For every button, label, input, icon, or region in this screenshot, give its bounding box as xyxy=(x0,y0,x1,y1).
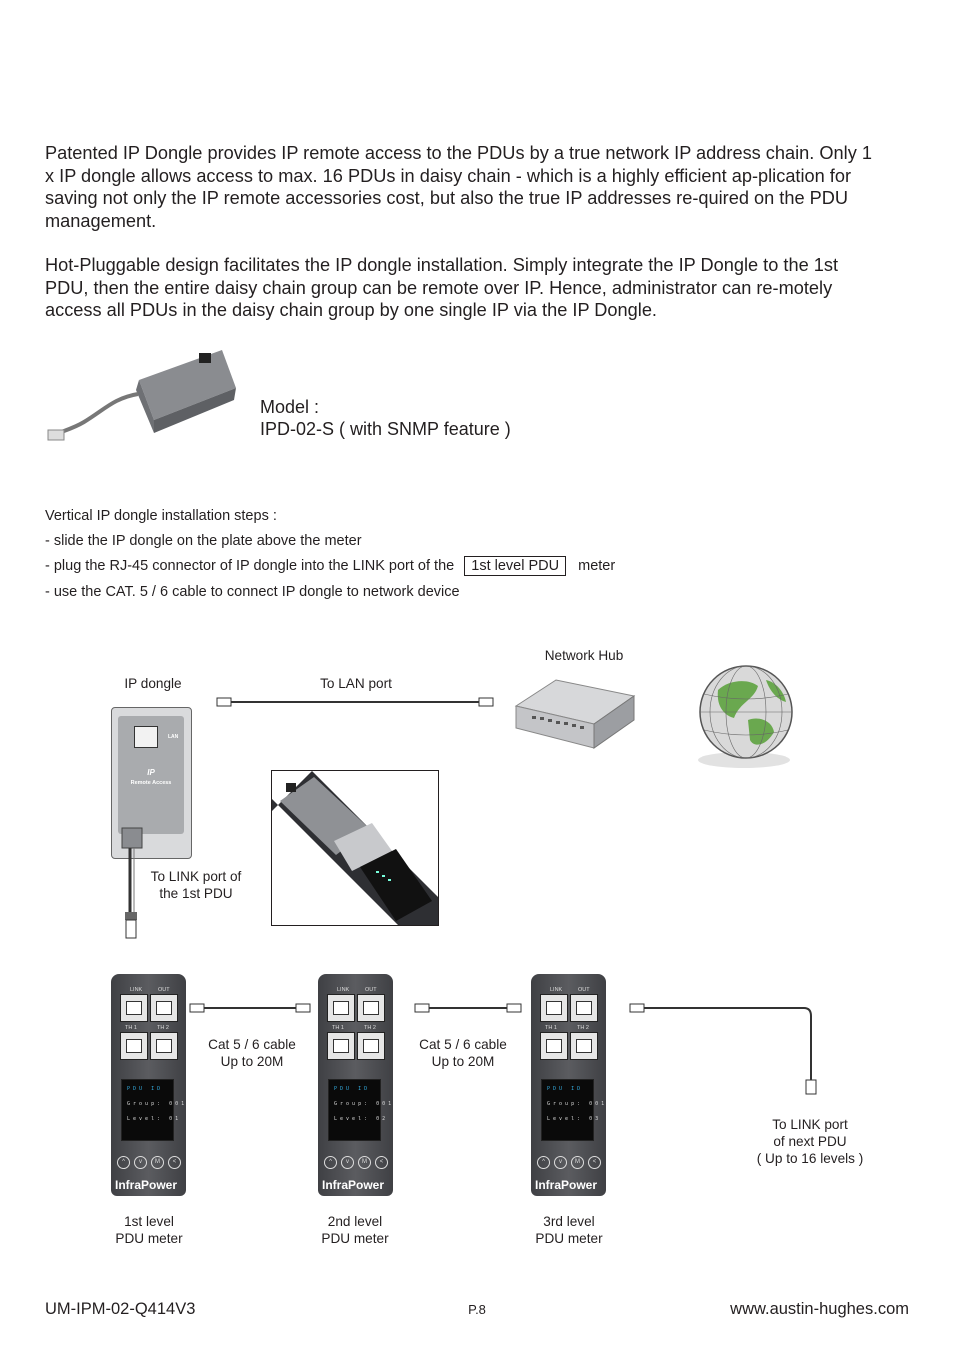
pdu-meter-2: LINK OUT TH 1 TH 2 P D U I D G r o u p : 0 0 1 L e v e l : 0 2 ^ v M < InfraPower xyxy=(318,974,393,1196)
globe-icon xyxy=(688,660,800,772)
intro-paragraph-1: Patented IP Dongle provides IP remote access to the PDUs by a true network IP address chain. Only 1 x IP dongle allows access to max. 16 PDUs in daisy chain - which is a highly efficient ap-plication for saving not only the IP remote accessories cost, but also the true IP addresses re-quired on the PDU management. xyxy=(45,143,872,231)
down-button: v xyxy=(341,1156,354,1169)
dongle-remote-text: Remote Access xyxy=(130,780,172,786)
dongle-ip-text: IP xyxy=(147,768,155,777)
link-port xyxy=(540,994,568,1022)
back-button: < xyxy=(588,1156,601,1169)
pdu-screen: P D U I D G r o u p : 0 0 1 L e v e l : 0 3 xyxy=(541,1079,594,1141)
daisy-cable-1 xyxy=(188,1000,313,1020)
brand-logo: InfraPower xyxy=(115,1178,178,1192)
back-button: < xyxy=(168,1156,181,1169)
cable-2-label: Cat 5 / 6 cable Up to 20M xyxy=(419,1037,507,1069)
link-port xyxy=(120,994,148,1022)
menu-button: M xyxy=(151,1156,164,1169)
daisy-cable-2 xyxy=(413,1000,523,1020)
step-2: - plug the RJ-45 connector of IP dongle into the LINK port of the 1st level PDU meter xyxy=(45,558,616,574)
doc-code: UM-IPM-02-Q414V3 xyxy=(45,1300,196,1318)
pdu-meter-1: LINK OUT TH 1 TH 2 P D U I D G r o u p : 0 0 1 L e v e l : 0 1 ^ v M < InfraPower xyxy=(111,974,186,1196)
th2-port xyxy=(570,1032,598,1060)
out-port xyxy=(570,994,598,1022)
to-link-next-label: To LINK port of next PDU ( Up to 16 levels ) xyxy=(756,1117,864,1166)
next-pdu-cable xyxy=(628,1000,828,1100)
installed-dongle-photo xyxy=(271,770,439,926)
pdu-screen: P D U I D G r o u p : 0 0 1 L e v e l : 0 2 xyxy=(328,1079,381,1141)
website-link[interactable]: www.austin-hughes.com xyxy=(730,1300,909,1318)
lan-cable xyxy=(215,694,495,714)
model-label: Model : xyxy=(260,397,320,417)
to-lan-port-label: To LAN port xyxy=(320,676,392,691)
page-number: P.8 xyxy=(468,1302,486,1317)
step-3: - use the CAT. 5 / 6 cable to connect IP dongle to network device xyxy=(45,584,460,600)
step-2-highlight: 1st level PDU xyxy=(464,556,566,576)
menu-button: M xyxy=(358,1156,371,1169)
pdu-screen: P D U I D G r o u p : 0 0 1 L e v e l : 0 1 xyxy=(121,1079,174,1141)
to-link-1st-label: To LINK port of the 1st PDU xyxy=(150,869,242,901)
out-port xyxy=(150,994,178,1022)
up-button: ^ xyxy=(117,1156,130,1169)
th2-port xyxy=(150,1032,178,1060)
intro-paragraph-2: Hot-Pluggable design facilitates the IP dongle installation. Simply integrate the IP Dongle to the 1st PDU, then the entire daisy chain group can be remote over IP. Hence, administrator can re-motely access all PDUs in the daisy chain group by one single IP via the IP Dongle. xyxy=(45,255,838,320)
ip-dongle-label: IP dongle xyxy=(124,676,182,691)
down-button: v xyxy=(554,1156,567,1169)
model-value: IPD-02-S ( with SNMP feature ) xyxy=(260,419,511,439)
pdu-3-caption: 3rd level PDU meter xyxy=(535,1214,603,1246)
up-button: ^ xyxy=(324,1156,337,1169)
pdu-2-caption: 2nd level PDU meter xyxy=(321,1214,389,1246)
cable-1-label: Cat 5 / 6 cable Up to 20M xyxy=(208,1037,296,1069)
back-button: < xyxy=(375,1156,388,1169)
brand-logo: InfraPower xyxy=(322,1178,385,1192)
th2-port xyxy=(357,1032,385,1060)
dongle-lan-label: LAN xyxy=(168,734,179,740)
th1-port xyxy=(327,1032,355,1060)
steps-title: Vertical IP dongle installation steps : xyxy=(45,508,277,524)
brand-logo: InfraPower xyxy=(535,1178,598,1192)
menu-button: M xyxy=(571,1156,584,1169)
network-hub-label: Network Hub xyxy=(544,648,624,663)
pdu-meter-3: LINK OUT TH 1 TH 2 P D U I D G r o u p : 0 0 1 L e v e l : 0 3 ^ v M < InfraPower xyxy=(531,974,606,1196)
step-1: - slide the IP dongle on the plate above the meter xyxy=(45,533,362,549)
network-hub-icon xyxy=(512,676,636,756)
th1-port xyxy=(120,1032,148,1060)
pdu-1-caption: 1st level PDU meter xyxy=(115,1214,183,1246)
out-port xyxy=(357,994,385,1022)
up-button: ^ xyxy=(537,1156,550,1169)
lan-port-icon xyxy=(134,726,158,748)
th1-port xyxy=(540,1032,568,1060)
down-button: v xyxy=(134,1156,147,1169)
link-port xyxy=(327,994,355,1022)
ip-dongle-photo xyxy=(44,338,244,453)
